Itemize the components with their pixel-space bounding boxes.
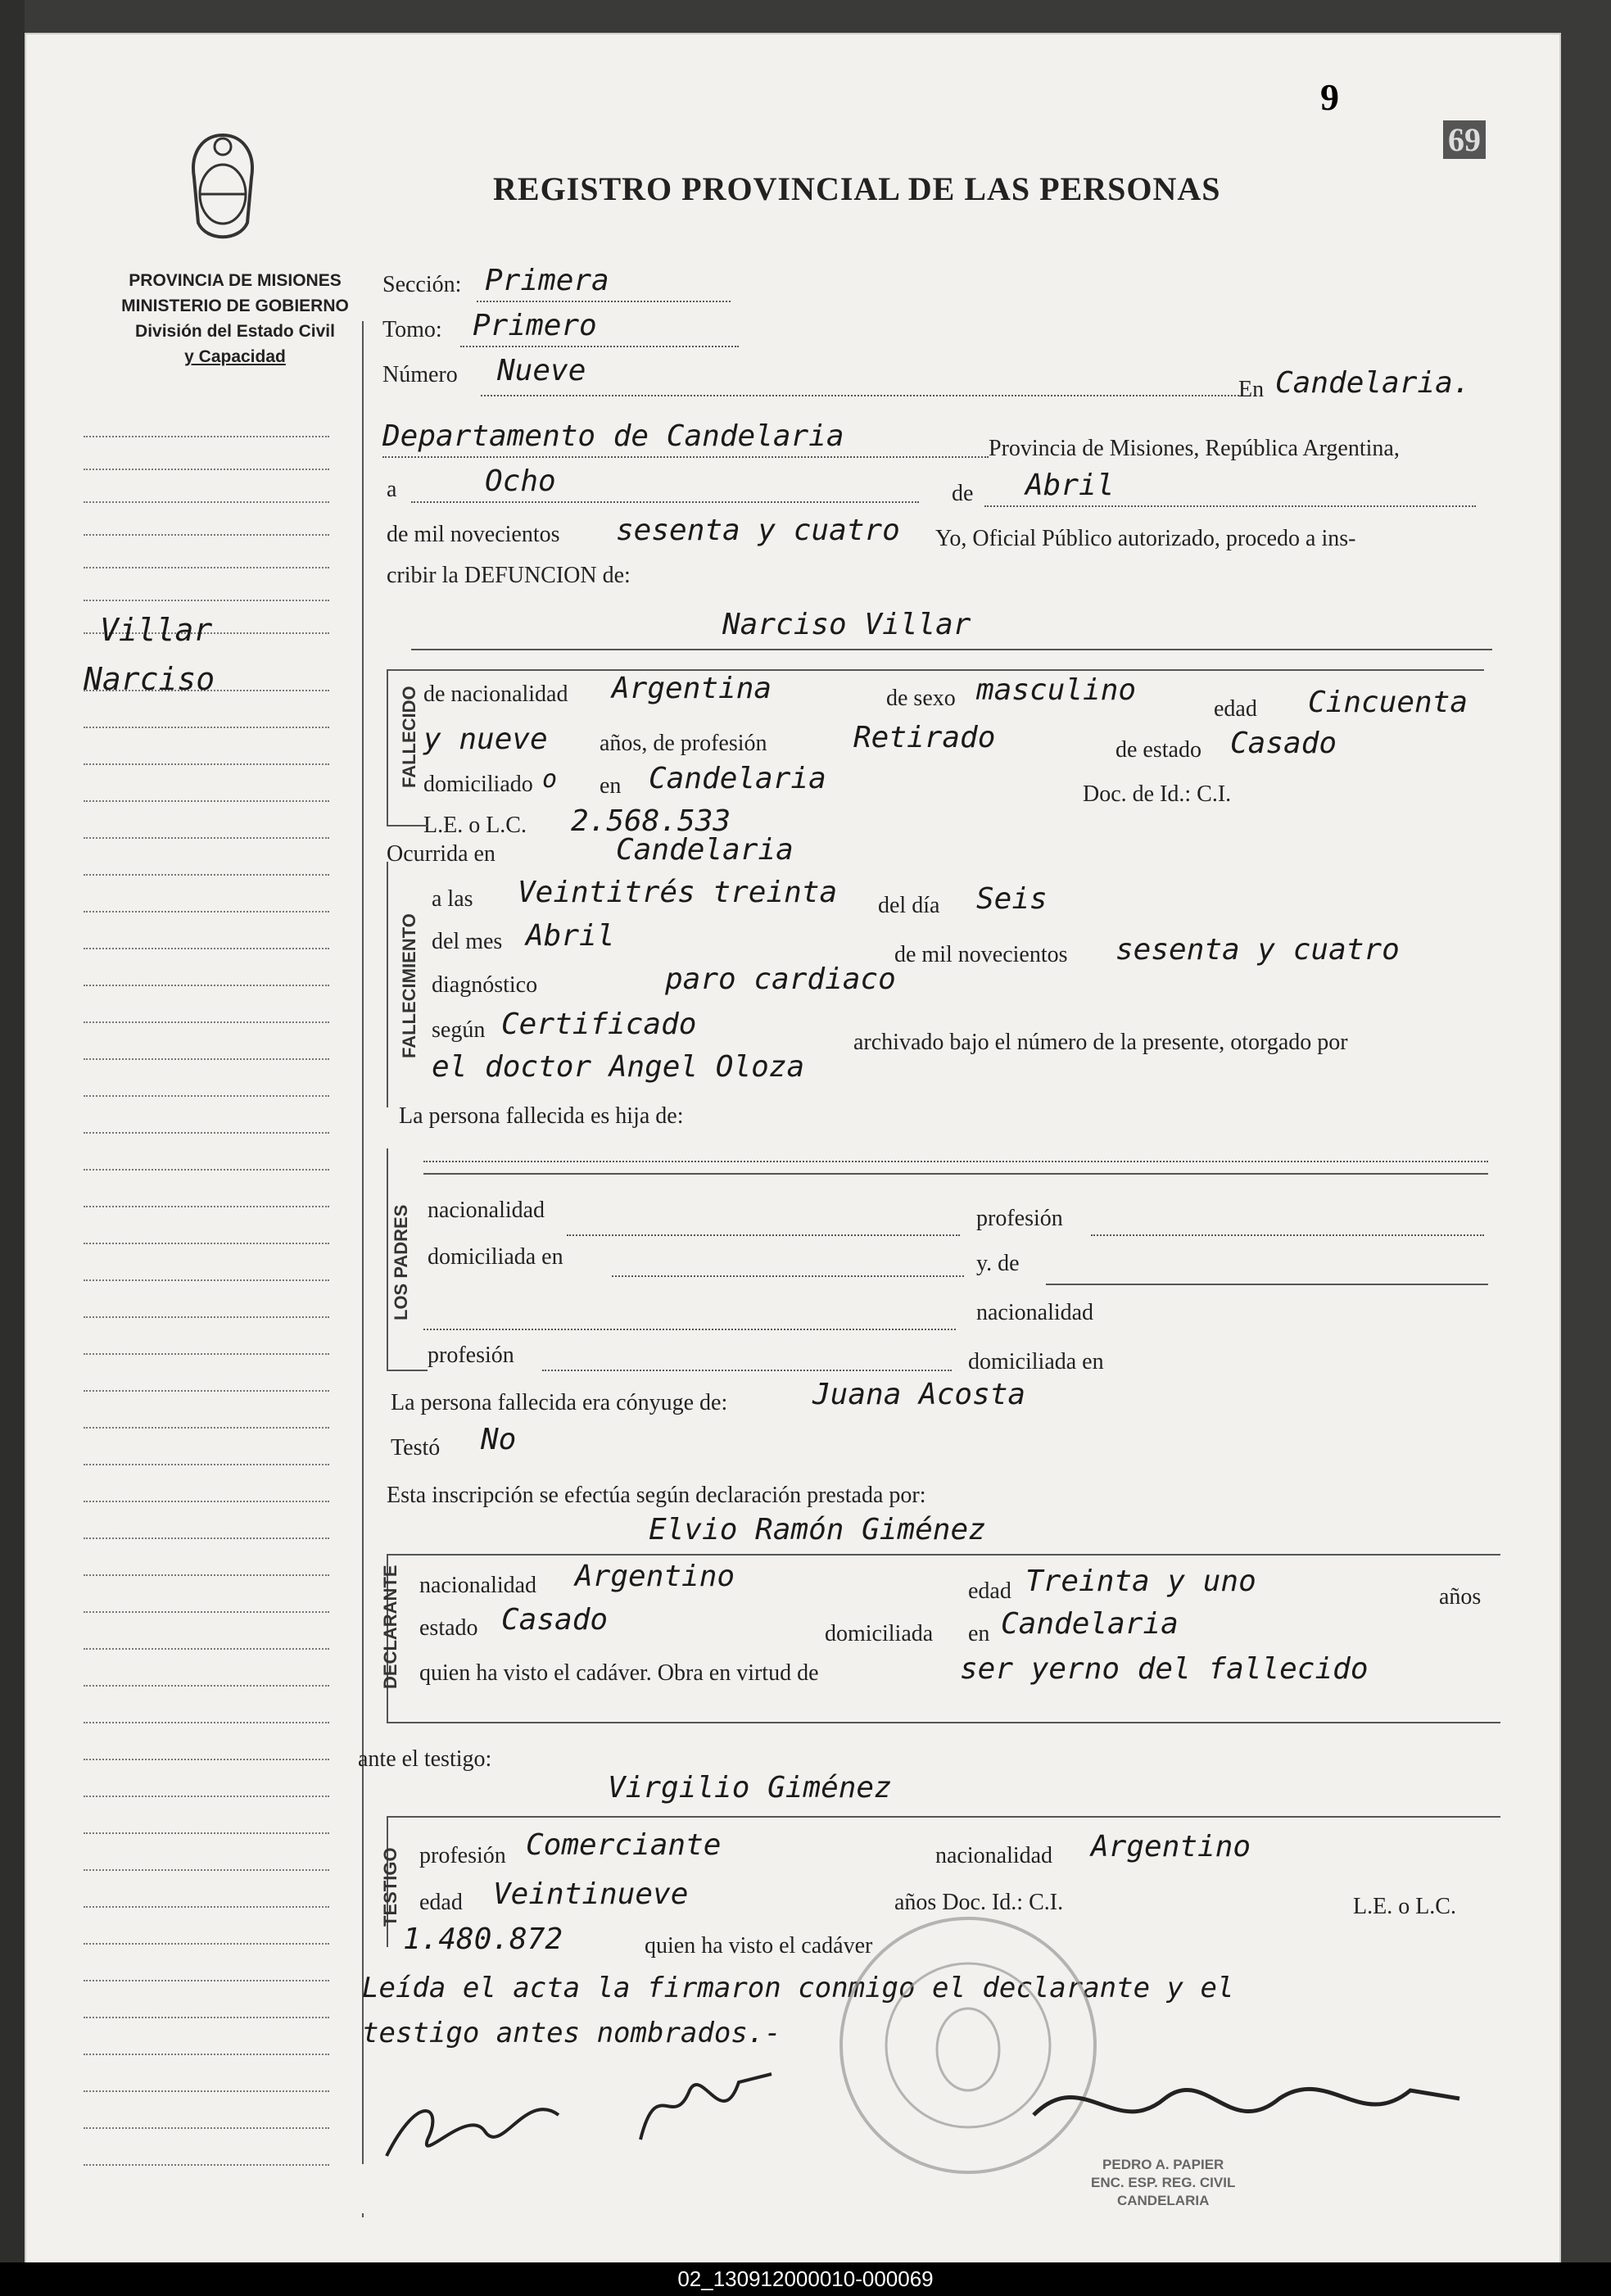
madre-domiciliada-label: domiciliada en — [968, 1349, 1104, 1374]
declarante-edad-label: edad — [968, 1578, 1011, 1604]
segun-label: según — [432, 1017, 486, 1043]
sexo-value: masculino — [976, 673, 1137, 707]
inscripcion-label: Esta inscripción se efectúa según declaración prestada por: — [387, 1483, 926, 1508]
en-value: Candelaria. — [1275, 366, 1471, 400]
inscribir-label: cribir la DEFUNCION de: — [387, 563, 631, 588]
archivado-label: archivado bajo el número de la presente, otorgado por — [853, 1030, 1348, 1055]
hija-label: La persona fallecida es hija de: — [399, 1103, 684, 1129]
declarante-en-label: en — [968, 1621, 990, 1646]
testigo-le-label: L.E. o L.C. — [1353, 1894, 1456, 1919]
testigo-edad-label: edad — [419, 1890, 463, 1915]
oficial-label: Yo, Oficial Público autorizado, procedo a ins- — [935, 526, 1356, 551]
side-label-padres: LOS PADRES — [391, 1204, 411, 1320]
left-margin-line — [362, 321, 364, 2164]
padre-domiciliada-label: domiciliada en — [428, 1244, 563, 1270]
testigo-anos-label: años Doc. Id.: C.I. — [894, 1890, 1064, 1915]
declarante-nombre: Elvio Ramón Giménez — [649, 1513, 986, 1547]
seccion-label: Sección: — [382, 272, 462, 297]
coat-of-arms-icon — [178, 129, 268, 251]
testigo-nacionalidad-label: nacionalidad — [935, 1843, 1053, 1868]
testigo-edad-value: Veintinueve — [493, 1877, 689, 1911]
demil2-label: de mil novecientos — [894, 942, 1068, 967]
demil-label: de mil novecientos — [387, 522, 560, 547]
padre-profesion-label: profesión — [976, 1206, 1063, 1231]
madre-profesion-label: profesión — [428, 1343, 514, 1368]
le-value: 2.568.533 — [571, 804, 731, 838]
edad-label: edad — [1214, 696, 1257, 722]
estado-value: Casado — [1230, 727, 1337, 760]
anos-profesion-label: años, de profesión — [600, 731, 767, 756]
en2-label: en — [600, 773, 622, 799]
edad-value-a: Cincuenta — [1308, 686, 1468, 719]
province-name: PROVINCIA DE MISIONES — [129, 271, 342, 290]
provincia-label: Provincia de Misiones, República Argentina, — [989, 436, 1400, 461]
diagnostico-value: paro cardiaco — [665, 962, 896, 996]
tomo-label: Tomo: — [382, 317, 442, 342]
anio2-value: sesenta y cuatro — [1115, 933, 1400, 967]
nacionalidad-label: de nacionalidad — [423, 682, 568, 707]
segun-value: Certificado — [501, 1008, 697, 1041]
testigo-signature — [624, 2058, 788, 2156]
declarante-virtud-value: ser yerno del fallecido — [960, 1652, 1369, 1686]
a-label: a — [387, 477, 397, 502]
declarante-nacionalidad-label: nacionalidad — [419, 1573, 537, 1598]
de-label: de — [952, 481, 974, 506]
le-label: L.E. o L.C. — [423, 813, 527, 838]
doctor-value: el doctor Angel Oloza — [432, 1050, 805, 1084]
register-page — [25, 33, 1561, 2264]
officer-signature — [1017, 2049, 1476, 2156]
declarante-estado-label: estado — [419, 1615, 478, 1641]
declarante-domicilio-value: Candelaria — [1001, 1607, 1179, 1641]
closing-line-1: Leída el acta la firmaron conmigo el declarante y el — [362, 1972, 1234, 2004]
document-title: REGISTRO PROVINCIAL DE LAS PERSONAS — [493, 170, 1221, 207]
nacionalidad-value: Argentina — [612, 672, 772, 705]
madre-yde-label: y. de — [976, 1251, 1020, 1276]
domiciliado-o: o — [542, 765, 558, 794]
side-label-testigo: TESTIGO — [380, 1847, 400, 1927]
alas-label: a las — [432, 886, 473, 912]
testo-value: No — [481, 1423, 517, 1456]
ocurrida-value: Candelaria — [616, 833, 794, 867]
side-label-fallecido: FALLECIDO — [399, 686, 419, 788]
numero-label: Número — [382, 362, 458, 387]
declarante-anos-label: años — [1439, 1584, 1482, 1610]
deldia-label: del día — [878, 893, 940, 918]
delmes-label: del mes — [432, 929, 503, 954]
fallecido-nombre: Narciso Villar — [722, 608, 971, 641]
ocurrida-label: Ocurrida en — [387, 841, 496, 867]
testigo-le-value: 1.480.872 — [403, 1922, 563, 1956]
testo-label: Testó — [391, 1435, 441, 1460]
officer-stamp-place: CANDELARIA — [1116, 2193, 1210, 2208]
anio-value: sesenta y cuatro — [616, 514, 900, 547]
estado-label: de estado — [1115, 737, 1201, 763]
division-subname: y Capacidad — [184, 347, 286, 366]
deldia-value: Seis — [976, 882, 1048, 916]
domicilio-value: Candelaria — [649, 762, 826, 795]
side-label-fallecimiento: FALLECIMIENTO — [399, 913, 419, 1058]
hora-value: Veintitrés treinta — [518, 876, 838, 909]
madre-nacionalidad-label: nacionalidad — [976, 1300, 1094, 1325]
diagnostico-label: diagnóstico — [432, 972, 538, 998]
ante-testigo-label: ante el testigo: — [358, 1746, 492, 1772]
sexo-label: de sexo — [886, 686, 956, 711]
division-name: División del Estado Civil — [135, 322, 335, 341]
book-spine — [0, 0, 25, 2262]
seccion-value: Primera — [485, 264, 609, 297]
declarante-signature — [370, 2058, 583, 2181]
declarante-nacionalidad-value: Argentino — [575, 1560, 735, 1593]
domiciliado-label: domiciliado — [423, 772, 533, 797]
declarante-estado-value: Casado — [501, 1603, 609, 1637]
page-number: 9 — [1320, 76, 1339, 118]
officer-stamp-name: PEDRO A. PAPIER — [1102, 2157, 1224, 2172]
testigo-nombre: Virgilio Giménez — [608, 1771, 892, 1805]
tomo-value: Primero — [473, 309, 597, 342]
edad-value-b: y nueve — [423, 722, 548, 756]
declarante-quien-label: quien ha visto el cadáver. Obra en virtud de — [419, 1660, 819, 1686]
en-label: En — [1238, 377, 1265, 402]
testigo-profesion-label: profesión — [419, 1843, 506, 1868]
header-left — [79, 268, 391, 369]
numero-value: Nueve — [497, 354, 586, 387]
conyuge-value: Juana Acosta — [812, 1378, 1026, 1411]
officer-stamp-title: ENC. ESP. REG. CIVIL — [1091, 2175, 1236, 2190]
padre-nacionalidad-label: nacionalidad — [428, 1198, 545, 1223]
delmes-value: Abril — [526, 919, 615, 953]
testigo-nacionalidad-value: Argentino — [1091, 1830, 1251, 1864]
ministry-name: MINISTERIO DE GOBIERNO — [121, 297, 349, 315]
conyuge-label: La persona fallecida era cónyuge de: — [391, 1390, 728, 1415]
testigo-quien-label: quien ha visto el cadáver — [645, 1933, 873, 1959]
officer-stamp — [1091, 2156, 1235, 2210]
declarante-domiciliada-label: domiciliada — [825, 1621, 934, 1646]
margin-given-name: Narciso — [84, 661, 215, 697]
doc-label: Doc. de Id.: C.I. — [1083, 781, 1232, 807]
departamento-value: Departamento de Candelaria — [382, 419, 844, 453]
mes-value: Abril — [1025, 469, 1115, 502]
folio-stamp: 69 — [1443, 120, 1486, 159]
side-label-declarante: DECLARANTE — [380, 1565, 400, 1689]
testigo-profesion-value: Comerciante — [526, 1828, 722, 1862]
declarante-edad-value: Treinta y uno — [1025, 1565, 1256, 1598]
profesion-value: Retirado — [853, 721, 996, 754]
dia-value: Ocho — [485, 464, 556, 498]
margin-surname: Villar — [100, 612, 213, 648]
scan-identifier: 02_130912000010-000069 — [0, 2262, 1611, 2296]
closing-line-2: testigo antes nombrados.- — [362, 2017, 781, 2049]
